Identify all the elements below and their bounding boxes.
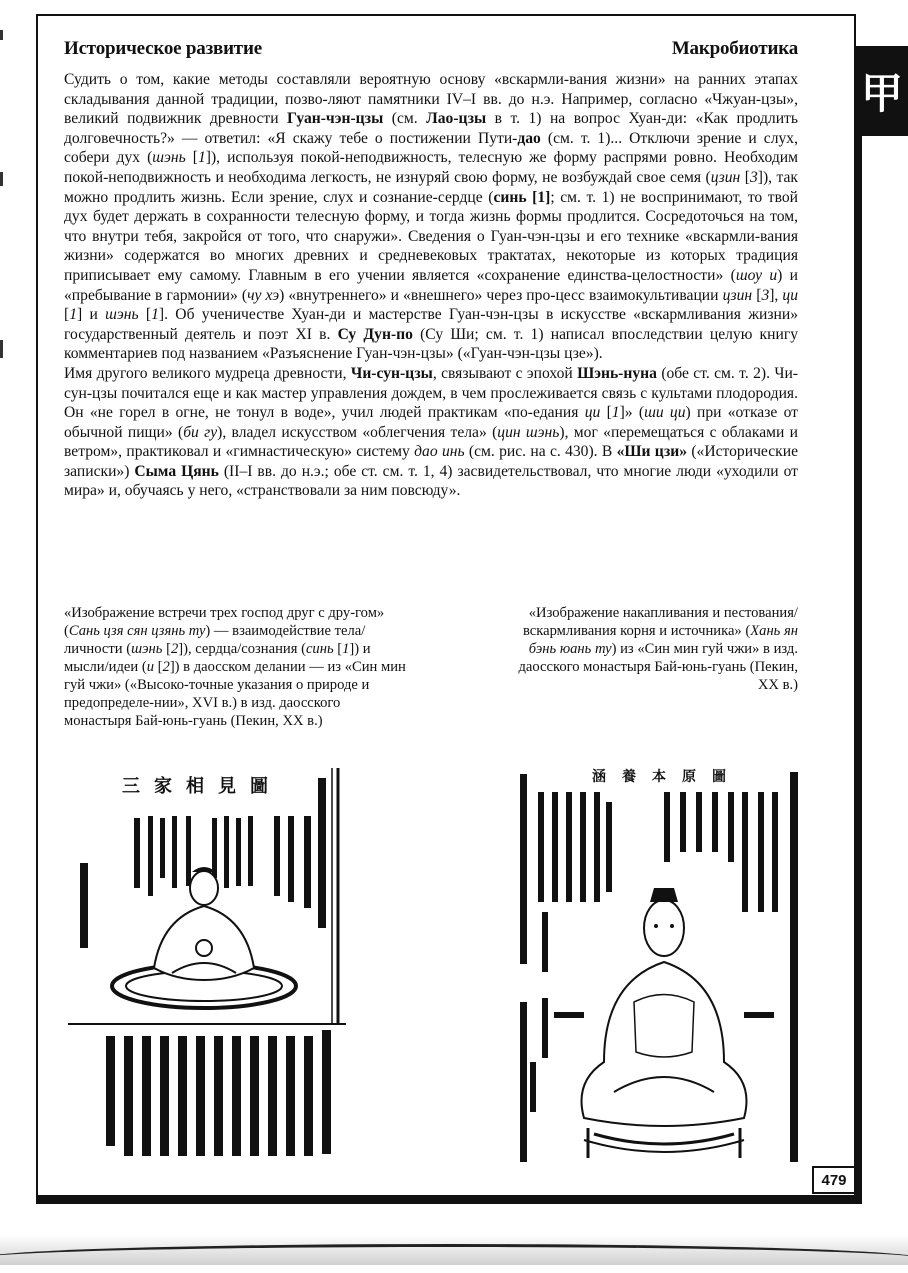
- figure-right-art: [514, 762, 808, 1172]
- page-number-value: 479: [821, 1171, 847, 1189]
- italic-term: 2: [162, 659, 170, 675]
- text-run: ) при «отказе от обычной пищи» (: [64, 404, 798, 441]
- text-run: ]) в даосском делании — из «Син мин гуй чжи» («Высоко-точные указания о природе и предопределе-нии», XVI в.) в изд. даосского монастыря Бай-юнь-гуань (Пекин, XX в.): [64, 659, 406, 729]
- text-run: ) из «Син мин гуй чжи» в изд. даосского монастыря Бай-юнь-гуань (Пекин, XX в.): [518, 641, 798, 693]
- text-run: Судить о том, какие методы составляли вероятную основу «вскармли-вания жизни» на ранних этапах складывания данной традиции, позво-ляют памятники IV–I вв. до н.э. Например, согласно «Чжуан-цзы», великий подвижник древности: [64, 71, 798, 128]
- italic-term: Сань цзя сян цзянь ту: [68, 623, 206, 639]
- italic-term: шэнь: [105, 306, 139, 324]
- italic-term: шэнь: [131, 641, 163, 657]
- bold-term: «Ши цзи»: [616, 443, 688, 461]
- section-tab-glyph: 甲: [860, 69, 903, 118]
- text-run: ] и: [77, 306, 106, 324]
- scan-edge-mark: [0, 30, 3, 40]
- running-header-left: Историческое развитие: [64, 38, 262, 59]
- italic-term: ци: [584, 404, 601, 422]
- italic-term: и: [146, 659, 154, 675]
- text-run: Имя другого великого мудреца древности,: [64, 364, 351, 382]
- scan-edge-mark: [0, 340, 3, 358]
- text-run: ],: [769, 286, 783, 304]
- italic-term: 3: [749, 168, 758, 186]
- scan-edge-mark: [0, 172, 3, 186]
- bold-term: Чи-сун-цзы: [350, 364, 433, 382]
- bold-term: синь [1]: [493, 188, 551, 206]
- running-header-right: Макробиотика: [671, 38, 798, 59]
- main-text: [64, 70, 798, 501]
- text-run: [: [64, 306, 70, 324]
- bold-term: Су Дун-по: [337, 325, 413, 343]
- text-run: [: [333, 641, 343, 657]
- text-run: ]), используя покой-неподвижность, телесную же форму распрями ровно. Необходим покой-неподвижность и необходима легкость, не изнуряй свою форму, не возбуждай свое семя (: [64, 149, 798, 186]
- text-run: [: [138, 306, 152, 324]
- page-number: [812, 1166, 856, 1194]
- text-run: ), мог «перемещаться с облаками и ветром», практиковал и «гимнастическую» систему: [64, 423, 798, 461]
- italic-term: шэнь: [152, 149, 186, 167]
- page-frame-right-rule: [856, 86, 862, 1204]
- figure-caption-right: [500, 604, 798, 694]
- text-run: (см. рис. на с. 430). В: [464, 443, 617, 461]
- text-run: ) «внутреннего» и «внешнего» через про-цесс взаимокультивации: [279, 286, 723, 304]
- italic-term: 1: [197, 149, 206, 167]
- text-run: (обе ст. см. т. 2). Чи-сун-цзы почитался еще и как мастер управления дождем, в чем прослеживается связь с культами плодородия. Он «не горел в огне, не тонул в воде», учил людей практикам «по-едания: [64, 364, 799, 422]
- text-run: (см.: [383, 110, 427, 128]
- text-run: [: [740, 168, 750, 186]
- text-run: ]) и мысли/идеи (: [64, 641, 371, 675]
- figure-caption-left: [64, 604, 410, 730]
- italic-term: 3: [761, 286, 770, 304]
- bold-term: Шэнь-нуна: [577, 364, 657, 382]
- text-run: в т. 1) на вопрос Хуан-ди: «Как продлить долговечность?» — ответил: «Я скажу тебе о постижении Пути-: [64, 110, 798, 147]
- page-frame-bottom-rule: [36, 1197, 856, 1204]
- text-run: ]), сердца/сознания (: [178, 641, 306, 657]
- text-run: («Исторические записки»): [64, 443, 798, 480]
- italic-term: ци: [782, 286, 798, 304]
- italic-term: 1: [151, 306, 159, 324]
- text-run: [: [600, 404, 612, 422]
- italic-term: шоу и: [735, 266, 778, 284]
- text-run: ]» (: [619, 404, 645, 422]
- text-run: «Изображение накапливания и пестования/вскармливания корня и источника» (: [522, 605, 798, 639]
- bold-term: Лао-цзы: [426, 110, 487, 128]
- figure-left-art: [62, 768, 352, 1163]
- figure-left-illustration: [62, 768, 352, 1163]
- text-run: ; см. т. 1) не воспринимают, то твой дух будет держать в сохранности телесную форму, и тогда жизнь формы продлится. Сосредоточься на том, что внутри тебя, закройся от того, что снаружи». Сведения о Гуан-чэн-цзы и его технике «вскармли-вания жизни» содержатся во многих древних и средневековых трактатах, некоторые из которых традиция приписывает ему самому. Главным в его учении является «сохранение единства-целостности» (: [64, 188, 799, 284]
- section-tab: [856, 46, 908, 136]
- italic-term: 2: [170, 641, 179, 657]
- text-run: ) — взаимодействие тела/личности (: [64, 623, 366, 657]
- italic-term: ши ци: [644, 404, 686, 422]
- italic-term: цин шэнь: [497, 423, 560, 441]
- figure-right-title: 涵養本原圖: [592, 769, 742, 785]
- text-run: (Су Ши; см. т. 1) написал впоследствии целую книгу комментариев под названием «Разъяснение Гуан-чэн-цзы» («Гуан-чэн-цзы цзе»).: [64, 325, 799, 363]
- figure-left-title: 三家相見圖: [122, 776, 282, 797]
- text-run: [: [154, 659, 163, 675]
- italic-term: 1: [611, 404, 620, 422]
- text-run: [: [185, 149, 198, 167]
- text-run: [: [162, 641, 171, 657]
- bold-term: Гуан-чэн-цзы: [287, 110, 384, 128]
- italic-term: цзин: [710, 168, 741, 186]
- scan-page-curl: [0, 1244, 908, 1273]
- text-run: ) и «пребывание в гармонии» (: [64, 266, 799, 304]
- text-run: (II–I вв. до н.э.; обе ст. см. т. 1, 4) засвидетельствовал, что многие люди «уходили от мира» и, обучаясь у него, «странствовали за ним повсюду».: [64, 462, 798, 500]
- italic-term: 1: [342, 641, 350, 657]
- text-run: (см. т. 1)... Отключи зрение и слух, собери дух (: [64, 129, 798, 167]
- text-run: ]. Об ученичестве Хуан-ди и мастерстве Гуан-чэн-цзы в искусстве «вскармливания жизни» государственный деятель и поэт XI в.: [64, 306, 798, 343]
- paragraph-2: [64, 364, 798, 501]
- italic-term: чу хэ: [247, 286, 280, 304]
- text-run: ), владел искусством «облегчения тела» (: [217, 423, 498, 441]
- bold-term: Сыма Цянь: [134, 462, 219, 480]
- text-run: «Изображение встречи трех господ друг с дру-гом» (: [64, 605, 385, 639]
- italic-term: синь: [305, 641, 334, 657]
- text-run: [: [752, 286, 762, 304]
- italic-term: Хань ян бэнь юань ту: [528, 623, 798, 657]
- figure-right-illustration: [514, 762, 808, 1172]
- paragraph-1: [64, 70, 798, 364]
- bold-term: дао: [517, 129, 541, 147]
- italic-term: цзин: [722, 286, 753, 304]
- italic-term: би гу: [183, 423, 218, 441]
- italic-term: дао инь: [414, 443, 465, 461]
- italic-term: 1: [69, 306, 77, 324]
- text-run: ]), так можно продлить жизнь. Если зрение, слух и сознание-сердце (: [64, 168, 798, 206]
- text-run: , связывают с эпохой: [432, 364, 578, 382]
